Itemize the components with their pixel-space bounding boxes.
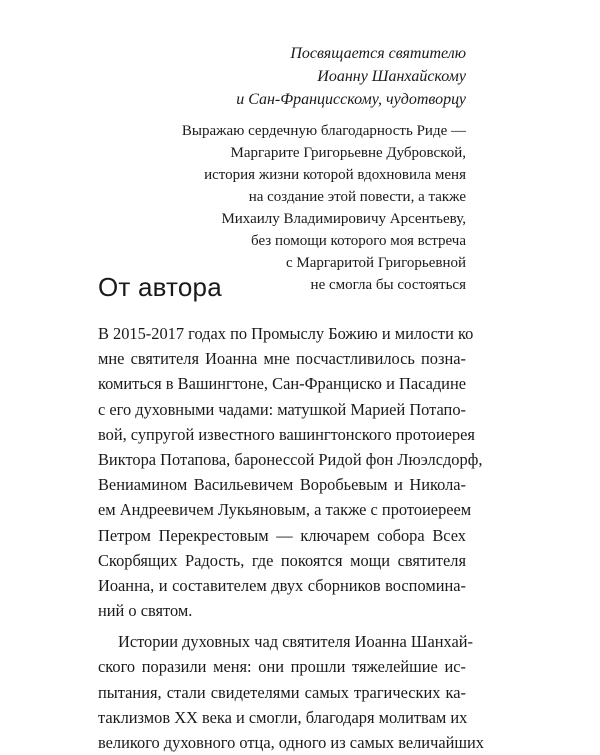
acknowledgement	[182, 120, 466, 296]
text-line: В 2015-2017 годах по Промыслу Божию и милости ко	[98, 324, 474, 343]
acknowledgement-line: история жизни которой вдохновила меня	[204, 167, 466, 183]
text-line: таклизмов XX века и смогли, благодаря молитвам их	[98, 707, 468, 727]
dedication-line: Иоанну Шанхайскому	[317, 68, 466, 85]
text-line: ем Андреевичем Лукьяновым, а также с протоиереем	[98, 500, 472, 520]
text-line: с его духовными чадами: матушкой Марией Потапо-	[98, 399, 466, 419]
text-line: Виктора Потапова, баронессой Ридой фон Люэлсдорф,	[98, 449, 483, 469]
paragraph-1	[98, 321, 483, 623]
text-line: ского поразили меня: они прошли тяжелейшие ис-	[98, 657, 466, 677]
acknowledgement-line: на создание этой повести, а также	[248, 189, 466, 205]
text-line: мне святителя Иоанна мне посчастливилось позна-	[98, 349, 466, 369]
dedication	[236, 42, 466, 111]
text-line: Петром Перекрестовым — ключарем собора Всех	[98, 525, 466, 545]
text-line: Скорбящих Радость, где покоятся мощи святителя	[98, 550, 466, 570]
dedication-line: и Сан-Францисскому, чудотворцу	[236, 91, 466, 108]
text-line: Иоанна, и составителем двух сборников воспомина-	[98, 575, 466, 595]
acknowledgement-line: Михаилу Владимировичу Арсентьеву,	[221, 211, 466, 227]
acknowledgement-line: не смогла бы состояться	[310, 277, 466, 293]
section-heading: От автора	[98, 272, 222, 302]
paragraph-2	[98, 629, 484, 755]
text-line: Вениамином Васильевичем Воробьевым и Никола-	[98, 475, 466, 495]
acknowledgement-line: Маргарите Григорьевне Дубровской,	[230, 145, 466, 161]
text-line: Истории духовных чад святителя Иоанна Шанхай-	[118, 632, 473, 652]
dedication-line: Посвящается святителю	[290, 45, 466, 62]
text-line: вой, супругой известного вашингтонского протоиерея	[98, 424, 475, 444]
acknowledgement-line: с Маргаритой Григорьевной	[285, 255, 466, 271]
text-line: ний о святом.	[98, 601, 193, 621]
acknowledgement-line: без помощи которого моя встреча	[251, 233, 466, 249]
text-line: комиться в Вашингтоне, Сан-Франциско и Пасадине	[98, 374, 466, 394]
acknowledgement-line: Выражаю сердечную благодарность Риде —	[181, 123, 466, 139]
body-text	[98, 321, 484, 755]
text-line: пытания, стали свидетелями самых трагических ка-	[98, 682, 466, 702]
text-line: великого духовного отца, одного из самых величайших	[98, 733, 484, 752]
